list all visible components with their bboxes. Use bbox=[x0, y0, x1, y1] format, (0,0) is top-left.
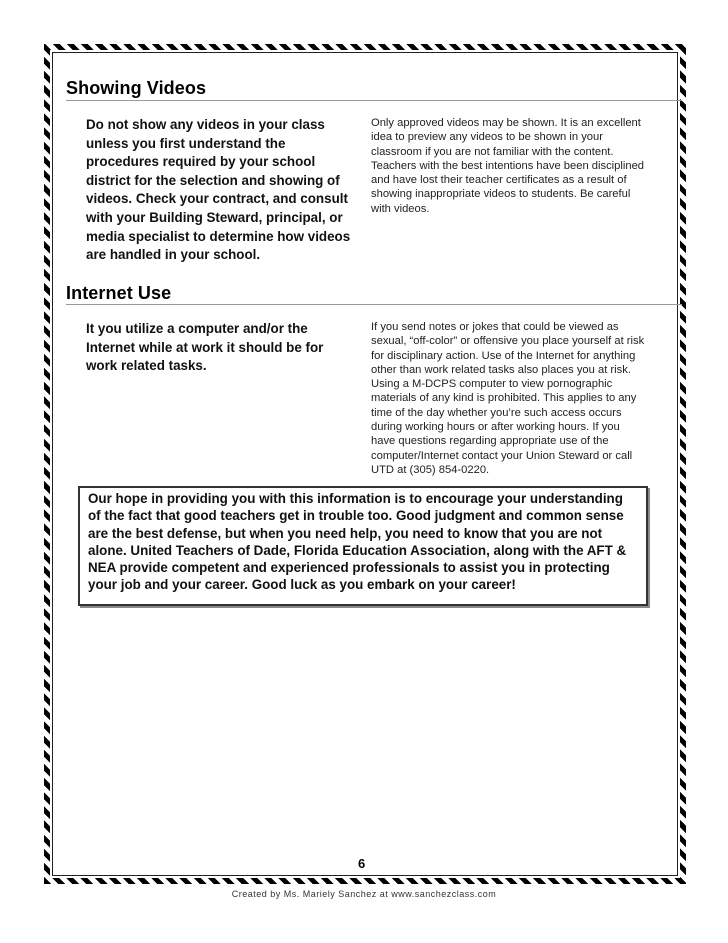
page-number: 6 bbox=[358, 856, 366, 871]
videos-detail-text: Only approved videos may be shown. It is an excellent idea to preview any videos to be shown in your classroom if you are not familiar with the content. Teachers with the best intentions have been disciplined and have lost their teacher certificates as a result of showing inappropriate videos to students. Be careful with videos. bbox=[371, 117, 645, 215]
videos-section-title: Showing Videos bbox=[66, 78, 207, 98]
closing-message-text: Our hope in providing you with this information is to encourage your understanding of the fact that good teachers get in trouble too. Good judgment and common sense are the best defense, but when you need help, you need to know that you are not alone. United Teachers of Dade, Florida Education Association, along with the AFT & NEA provide competent and experienced professionals to assist you in protecting your job and your career. Good luck as you embark on your career! bbox=[88, 491, 627, 593]
videos-title-rule bbox=[66, 100, 682, 101]
internet-title-rule bbox=[66, 304, 682, 305]
videos-warning-text: Do not show any videos in your class unless you first understand the procedures required by your school district for the selection and showing of videos. Check your contract, and consult with your Building Steward, principal, or media specialist to determine how videos are handled in your school. bbox=[86, 117, 351, 263]
closing-message-box bbox=[78, 486, 648, 606]
internet-warning-text: It you utilize a computer and/or the Internet while at work it should be for work related tasks. bbox=[86, 321, 324, 374]
footer-credit: Created by Ms. Mariely Sanchez at www.sanchezclass.com bbox=[231, 889, 497, 899]
internet-detail-text: If you send notes or jokes that could be viewed as sexual, “off-color” or offensive you place yourself at risk for disciplinary action. Use of the Internet for anything other than work related tasks also places you at risk. Using a M-DCPS computer to view pornographic materials of any kind is prohibited. This applies to any time of the day whether you’re such access occurs during working hours or after working hours. If you have questions regarding appropriate use of the computer/Internet contact your Union Steward or call UTD at (305) 854-0220. bbox=[371, 321, 645, 476]
internet-section-title: Internet Use bbox=[66, 283, 172, 303]
